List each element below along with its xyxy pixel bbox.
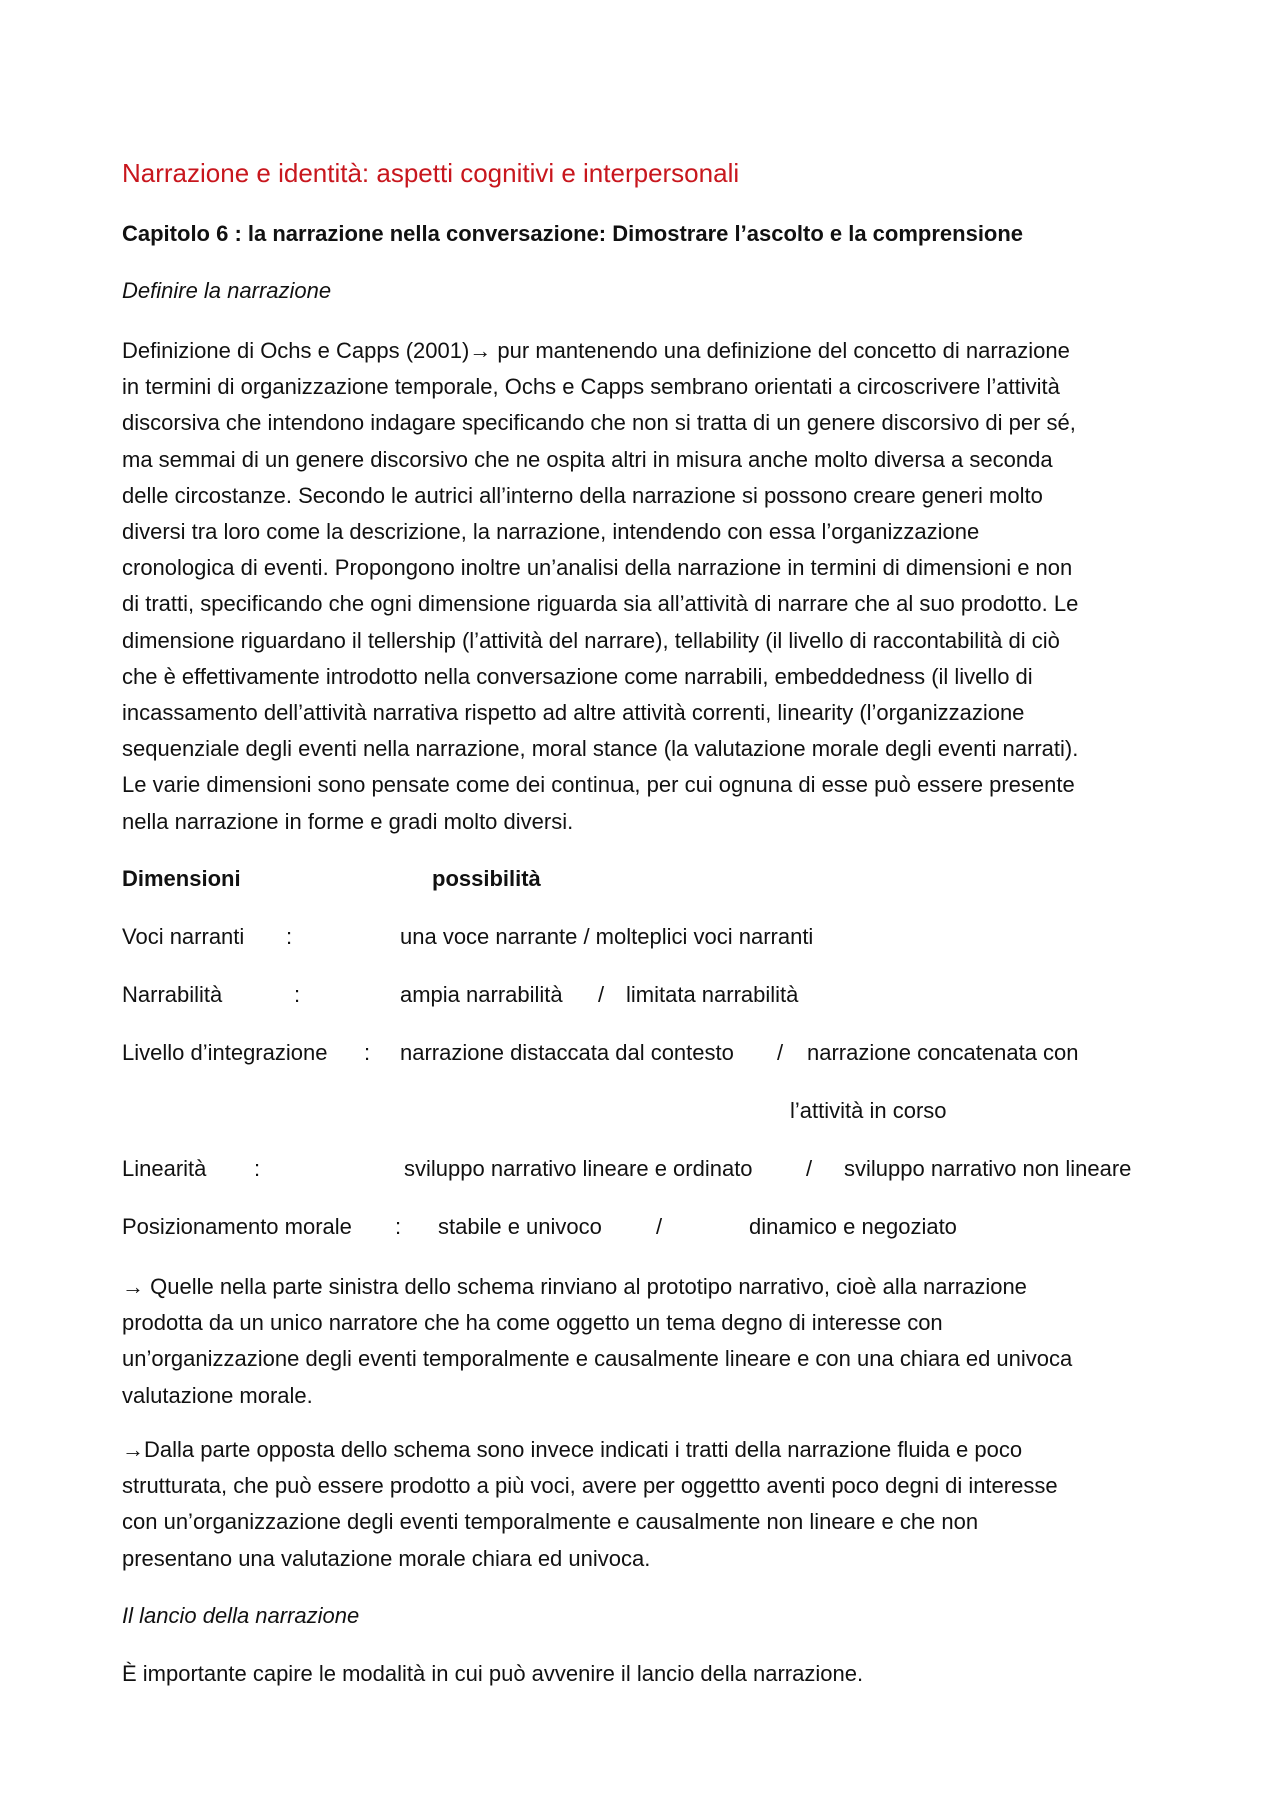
row-dimension: Narrabilità [122,982,223,1007]
arrow-paragraph-right [122,1432,1172,1577]
section-heading-lancio: Il lancio della narrazione [122,1603,360,1628]
closing-sentence: È importante capire le modalità in cui può avvenire il lancio della narrazione. [122,1661,864,1686]
row-left-option: ampia narrabilità [400,982,563,1007]
paragraph-line: discorsiva che intendono indagare specificando che non si tratta di un genere discorsivo di per sé, [122,410,1076,436]
row-slash: / [806,1156,813,1181]
row-left-option: narrazione distaccata dal contesto [400,1040,734,1065]
row-right-option: narrazione concatenata con [807,1040,1079,1065]
row-slash: / [598,982,605,1007]
table-header-dimension: Dimensioni [122,866,241,891]
row-slash: / [777,1040,784,1065]
paragraph-line: valutazione morale. [122,1382,313,1408]
paragraph-line: strutturata, che può essere prodotto a più voci, avere per oggettto aventi poco degni di interesse [122,1473,1058,1499]
row-dimension: Livello d’integrazione [122,1040,328,1065]
paragraph-line: →Dalla parte opposta dello schema sono invece indicati i tratti della narrazione fluida e poco [122,1437,1023,1462]
paragraph-line: sequenziale degli eventi nella narrazione, moral stance (la valutazione morale degli eventi narrati). [122,736,1079,762]
paragraph-line: delle circostanze. Secondo le autrici all’interno della narrazione si possono creare generi molto [122,482,1043,508]
row-right-option-continuation: l’attività in corso [790,1098,947,1123]
row-dimension: Voci narranti [122,924,245,949]
row-right-option: dinamico e negoziato [749,1214,957,1239]
row-dimension: Linearità [122,1156,207,1181]
paragraph-line: diversi tra loro come la descrizione, la narrazione, intendendo con essa l’organizzazione [122,519,980,545]
row-dimension: Posizionamento morale [122,1214,352,1239]
row-right-option: limitata narrabilità [626,982,799,1007]
paragraph-line: un’organizzazione degli eventi temporalmente e causalmente lineare e con una chiara ed univoca [122,1346,1073,1372]
table-row [122,981,1182,1009]
row-left-option: stabile e univoco [438,1214,602,1239]
table-row [122,1213,1182,1241]
paragraph-line: dimensione riguardano il tellership (l’attività del narrare), tellability (il livello di raccontabilità di ciò [122,627,1060,653]
row-slash: / [656,1214,663,1239]
row-colon: : [254,1156,261,1181]
section-heading-definire: Definire la narrazione [122,278,332,303]
paragraph-line: con un’organizzazione degli eventi temporalmente e causalmente non lineare e che non [122,1509,979,1535]
table-row [122,1039,1182,1067]
paragraph-line: nella narrazione in forme e gradi molto diversi. [122,808,574,834]
paragraph-line: di tratti, specificando che ogni dimensione riguarda sia all’attività di narrare che al suo prodotto. Le [122,591,1079,617]
row-left-option: una voce narrante / molteplici voci narranti [400,924,814,949]
table-header-possibility: possibilità [432,866,541,891]
table-row-continuation [122,1097,1182,1125]
row-colon: : [395,1214,402,1239]
chapter-heading: Capitolo 6 : la narrazione nella conversazione: Dimostrare l’ascolto e la comprensione [122,221,1024,246]
row-colon: : [286,924,293,949]
table-row [122,923,1182,951]
row-left-option: sviluppo narrativo lineare e ordinato [404,1156,753,1181]
paragraph-line: incassamento dell’attività narrativa rispetto ad altre attività correnti, linearity (l’organizzazione [122,700,1025,726]
row-right-option: sviluppo narrativo non lineare [844,1156,1132,1181]
row-colon: : [364,1040,371,1065]
table-row [122,1155,1182,1183]
table-header-row [122,865,1182,893]
paragraph-line: che è effettivamente introdotto nella conversazione come narrabili, embeddedness (il livello di [122,663,1033,689]
arrow-paragraph-left [122,1269,1172,1414]
paragraph-line: Le varie dimensioni sono pensate come dei continua, per cui ognuna di esse può essere presente [122,772,1075,798]
paragraph-line: presentano una valutazione morale chiara ed univoca. [122,1545,651,1571]
intro-paragraph [122,333,1172,840]
paragraph-line: cronologica di eventi. Propongono inoltre un’analisi della narrazione in termini di dimensioni e non [122,555,1073,581]
paragraph-line: → Quelle nella parte sinistra dello schema rinviano al prototipo narrativo, cioè alla narrazione [122,1274,1027,1299]
paragraph-line: prodotta da un unico narratore che ha come oggetto un tema degno di interesse con [122,1310,943,1336]
document-title: Narrazione e identità: aspetti cognitivi e interpersonali [122,158,740,188]
row-colon: : [294,982,301,1007]
paragraph-line: Definizione di Ochs e Capps (2001)→ pur mantenendo una definizione del concetto di narrazione [122,338,1070,363]
paragraph-line: ma semmai di un genere discorsivo che ne ospita altri in misura anche molto diversa a seconda [122,446,1053,472]
paragraph-line: in termini di organizzazione temporale, Ochs e Capps sembrano orientati a circoscrivere l’attività [122,374,1060,400]
